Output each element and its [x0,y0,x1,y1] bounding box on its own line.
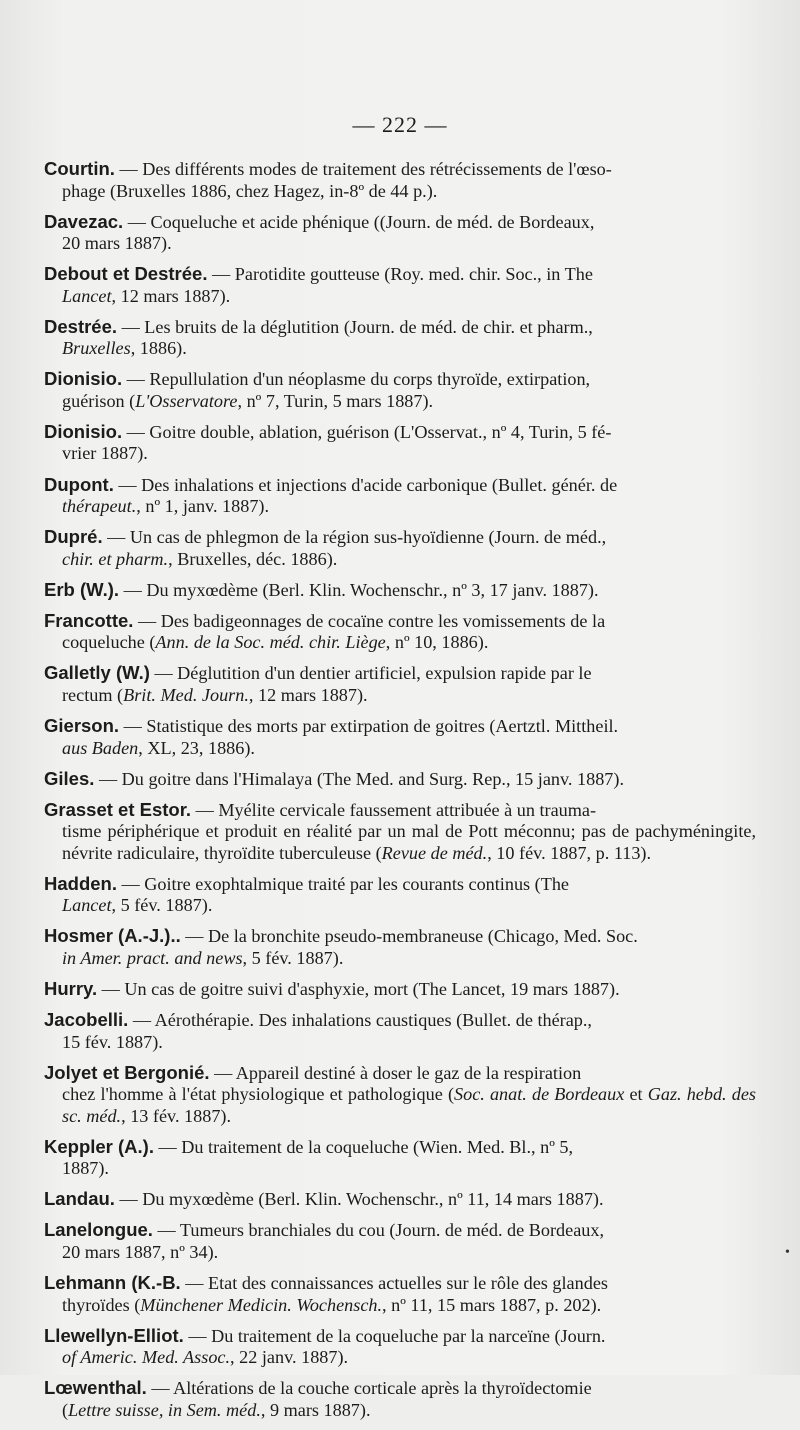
entry-author: Grasset et Estor. [44,798,192,820]
entry-title-line: Etat des connaissances actuelles sur le rôle des glandes [207,1273,608,1294]
entry-continuation [44,549,756,571]
entry-author: Dionisio. [44,368,123,390]
citation-text: , 13 fév. 1887). [121,1105,232,1126]
citation-source: Soc. anat. de Bordeaux [454,1084,625,1105]
bibliography-entry: Destrée. — Les bruits de la déglutition (Journ. de méd. de chir. et pharm., Bruxelles, 1886). [44,316,756,360]
bibliography-entry: Hadden. — Goitre exophtalmique traité par les courants continus (The Lancet, 5 fév. 1887). [44,873,756,917]
citation-text: , nº 7, Turin, 5 mars 1887). [237,390,434,411]
citation-text: guérison ( [62,390,136,411]
entry-author: Debout et Destrée. [44,263,208,285]
entry-continuation [44,233,756,255]
entry-author: Lanelongue. [44,1219,153,1241]
entry-continuation [44,948,756,970]
citation-text: coqueluche ( [62,632,156,653]
entry-title-line: Repullulation d'un néoplasme du corps thyroïde, extirpation, [149,369,591,390]
citation-source: Lancet [62,285,112,306]
entry-continuation [44,1400,756,1422]
entry-title-line: Du myxœdème (Berl. Klin. Wochenschr., nº 11, 14 mars 1887). [142,1189,604,1210]
citation-text: , 12 mars 1887). [248,684,368,705]
entry-title-line: De la bronchite pseudo-membraneuse (Chicago, Med. Soc. [208,926,638,947]
citation-text: , 22 janv. 1887). [230,1347,349,1368]
entry-author: Lehmann (K.-B. [44,1272,181,1294]
entry-title-line: Des différents modes de traitement des rétrécissements de l'œso- [142,159,612,179]
bibliography-entry: Grasset et Estor. — Myélite cervicale faussement attribuée à un trauma- tisme périphérique et produit en réalité par un mal de Pott méconnu; pas de pachyméningite, névrite radiculaire, thyroïdite tuberculeuse (Revue de méd., 10 fév. 1887, p. 113). [44,798,756,863]
citation-text: chez l'homme à l'état physiologique et pathologique ( [62,1084,455,1105]
entry-author: Hosmer (A.-J.).. [44,925,181,947]
entry-author: Giles. [44,767,95,789]
bibliography-entry: Galletly (W.) — Déglutition d'un dentier artificiel, expulsion rapide par le rectum (Brit. Med. Journ., 12 mars 1887). [44,662,756,706]
citation-text: tisme périphérique et produit en réalité par un mal de Pott méconnu; pas de pachyméningite, névrite radiculaire, thyroïdite tuberculeuse ( [62,821,756,863]
entry-author: Destrée. [44,315,118,337]
citation-source: L'Osservatore [135,390,238,411]
entry-title-line: Du traitement de la coqueluche (Wien. Med. Bl., nº 5, [181,1136,574,1157]
bibliography-entry: Giles. — Du goitre dans l'Himalaya (The Med. and Surg. Rep., 15 janv. 1887). [44,767,624,789]
entry-author: Davezac. [44,210,124,232]
entry-continuation [44,685,756,707]
entry-title-line: Les bruits de la déglutition (Journ. de méd. de chir. et pharm., [144,316,593,337]
page-number: — 222 — [352,112,448,137]
entry-author: Gierson. [44,715,120,737]
entry-author: Llewellyn-Elliot. [44,1324,184,1346]
citation-source: Gaz. hebd. des sc. méd. [62,1084,756,1126]
entry-continuation [44,391,756,413]
bibliography-entry: Lehmann (K.-B. — Etat des connaissances actuelles sur le rôle des glandes thyroïdes (Münchener Medicin. Wochensch., nº 11, 15 mars 1887, p. 202). [44,1272,756,1316]
entry-author: Jacobelli. [44,1009,129,1031]
citation-text: , nº 10, 1886). [385,632,489,653]
bibliography-entry: Keppler (A.). — Du traitement de la coqueluche (Wien. Med. Bl., nº 5, 1887). [44,1136,756,1180]
entry-title-line: Coqueluche et acide phénique ((Journ. de méd. de Bordeaux, [150,211,595,232]
citation-source: chir. et pharm. [62,548,169,569]
citation-text: 15 fév. 1887). [62,1031,163,1052]
bibliography-entry: Dionisio. — Repullulation d'un néoplasme du corps thyroïde, extirpation, guérison (L'Osservatore, nº 7, Turin, 5 mars 1887). [44,368,756,412]
entry-continuation [44,632,756,654]
entry-title-line: Tumeurs branchiales du cou (Journ. de méd. de Bordeaux, [179,1220,605,1241]
entry-continuation [44,821,756,864]
citation-source: thérapeut. [62,496,137,517]
entry-title-line: Appareil destiné à doser le gaz de la respiration [235,1062,582,1083]
bibliography-entry: Lanelongue. — Tumeurs branchiales du cou (Journ. de méd. de Bordeaux, 20 mars 1887, nº 34). [44,1219,756,1263]
citation-text: thyroïdes ( [62,1294,141,1315]
entry-continuation [44,1295,756,1317]
citation-text: , XL, 23, 1886). [138,737,255,758]
entry-author: Francotte. [44,609,134,631]
entry-title-line: Du traitement de la coqueluche par la narceïne (Journ. [211,1325,606,1346]
entry-continuation [44,738,756,760]
entry-author: Courtin. [44,158,115,179]
citation-text: , 5 fév. 1887). [111,895,213,916]
entry-continuation [44,496,756,518]
bibliography-entry: Courtin. — Des différents modes de traitement des rétrécissements de l'œso- phage (Bruxelles 1886, chez Hagez, in-8º de 44 p.). [44,158,756,202]
citation-source: of Americ. Med. Assoc. [62,1347,231,1368]
bibliography-entry: Gierson. — Statistique des morts par extirpation de goitres (Aertztl. Mittheil. aus Baden, XL, 23, 1886). [44,715,756,759]
citation-source: Münchener Medicin. Wochensch. [140,1294,383,1315]
entry-title-line: Goitre exophtalmique traité par les courants continus (The [144,873,570,894]
entry-title-line: Aérothérapie. Des inhalations caustiques (Bullet. de thérap., [154,1010,592,1031]
entry-continuation [44,286,756,308]
bibliography-entry: Dupont. — Des inhalations et injections d'acide carbonique (Bullet. génér. de thérapeut., nº 1, janv. 1887). [44,474,756,518]
entry-title-line: Du goitre dans l'Himalaya (The Med. and Surg. Rep., 15 janv. 1887). [121,768,624,789]
bibliography-entry: Francotte. — Des badigeonnages de cocaïne contre les vomissements de la coqueluche (Ann. de la Soc. méd. chir. Liège, nº 10, 1886). [44,610,756,654]
citation-text: , 9 mars 1887). [260,1399,371,1420]
bibliography-entry: Hurry. — Un cas de goitre suivi d'asphyxie, mort (The Lancet, 19 mars 1887). [44,978,620,999]
entry-title-line: Des badigeonnages de cocaïne contre les vomissements de la [160,610,606,631]
entry-title-line: Statistique des morts par extirpation de goitres (Aertztl. Mittheil. [146,716,619,737]
entry-author: Erb (W.). [44,578,120,600]
entry-title-line: Un cas de goitre suivi d'asphyxie, mort (The Lancet, 19 mars 1887). [124,979,620,999]
entry-author: Lœwenthal. [44,1377,147,1399]
citation-text: , 1886). [130,338,187,359]
entry-author: Dupré. [44,526,103,548]
citation-text: ( [62,1399,69,1420]
citation-text: , 12 mars 1887). [111,285,231,306]
entry-continuation [44,1242,756,1264]
entry-continuation [44,1084,756,1127]
citation-text: 20 mars 1887, nº 34). [62,1241,219,1262]
citation-text: 20 mars 1887). [62,233,172,254]
entry-title-line: Altérations de la couche corticale après la thyroïdectomie [173,1378,592,1399]
entry-title-line: Parotidite goutteuse (Roy. med. chir. Soc., in The [234,264,593,285]
citation-text: , nº 11, 15 mars 1887, p. 202). [382,1294,602,1315]
entry-author: Dupont. [44,473,114,495]
citation-text: , 10 fév. 1887, p. 113). [487,842,652,863]
entry-author: Dionisio. [44,420,123,442]
citation-text: 1887). [62,1158,109,1179]
entry-author: Galletly (W.) [44,662,150,684]
bibliography-entry: Debout et Destrée. — Parotidite goutteuse (Roy. med. chir. Soc., in The Lancet, 12 mars 1887). [44,263,756,307]
entry-continuation [44,1347,756,1369]
bibliography-entry: Erb (W.). — Du myxœdème (Berl. Klin. Wochenschr., nº 3, 17 janv. 1887). [44,578,599,600]
bibliography-entry: Dionisio. — Goitre double, ablation, guérison (L'Osservat., nº 4, Turin, 5 fé- vrier 1887). [44,421,756,465]
citation-text: rectum ( [62,684,124,705]
citation-source: Bruxelles [62,338,131,359]
margin-mark: • [785,1245,790,1260]
citation-text: et [624,1084,648,1105]
bibliography-entry: Landau. — Du myxœdème (Berl. Klin. Wochenschr., nº 11, 14 mars 1887). [44,1188,604,1210]
entry-title-line: Des inhalations et injections d'acide carbonique (Bullet. génér. de [141,474,618,495]
entry-title-line: Goitre double, ablation, guérison (L'Osservat., nº 4, Turin, 5 fé- [149,421,612,442]
bibliography-entry: Hosmer (A.-J.).. — De la bronchite pseudo-membraneuse (Chicago, Med. Soc. in Amer. pract. and news, 5 fév. 1887). [44,925,756,969]
citation-source: Lettre suisse, in Sem. méd. [68,1399,261,1420]
entry-author: Landau. [44,1188,115,1210]
entry-continuation [44,1158,756,1180]
citation-source: in Amer. pract. and news [62,947,243,968]
entry-author: Keppler (A.). [44,1135,154,1157]
citation-source: Ann. de la Soc. méd. chir. Liège [155,632,386,653]
citation-text: , nº 1, janv. 1887). [136,496,270,517]
entry-author: Hurry. [44,978,98,999]
bibliography-list [44,158,756,1430]
bibliography-entry: Lœwenthal. — Altérations de la couche corticale après la thyroïdectomie (Lettre suisse, in Sem. méd., 9 mars 1887). [44,1377,756,1421]
bibliography-entry: Llewellyn-Elliot. — Du traitement de la coqueluche par la narceïne (Journ. of Americ. Med. Assoc., 22 janv. 1887). [44,1325,756,1369]
entry-author: Jolyet et Bergonié. [44,1061,210,1083]
citation-text: phage (Bruxelles 1886, chez Hagez, in-8º de 44 p.). [62,180,438,201]
bibliography-entry: Jolyet et Bergonié. — Appareil destiné à doser le gaz de la respiration chez l'homme à l'état physiologique et pathologique (Soc. anat. de Bordeaux et Gaz. hebd. des sc. méd., 13 fév. 1887). [44,1061,756,1126]
citation-source: Lancet [62,895,112,916]
bibliography-entry: Jacobelli. — Aérothérapie. Des inhalations caustiques (Bullet. de thérap., 15 fév. 1887). [44,1009,756,1053]
entry-title-line: Un cas de phlegmon de la région sus-hyoïdienne (Journ. de méd., [129,527,607,548]
citation-text: , 5 fév. 1887). [242,947,344,968]
entry-title-line: Du myxœdème (Berl. Klin. Wochenschr., nº 3, 17 janv. 1887). [146,579,599,600]
citation-text: vrier 1887). [62,443,148,464]
entry-continuation [44,181,756,203]
bibliography-entry: Davezac. — Coqueluche et acide phénique ((Journ. de méd. de Bordeaux, 20 mars 1887). [44,211,756,255]
entry-title-line: Myélite cervicale faussement attribuée à un trauma- [218,799,597,820]
citation-source: Brit. Med. Journ. [123,684,249,705]
entry-continuation [44,443,756,465]
citation-source: Revue de méd. [381,842,488,863]
entry-title-line: Déglutition d'un dentier artificiel, expulsion rapide par le [177,663,592,684]
entry-continuation [44,1032,756,1054]
citation-text: , Bruxelles, déc. 1886). [168,548,338,569]
entry-author: Hadden. [44,872,117,894]
entry-continuation [44,338,756,360]
citation-source: aus Baden [62,737,139,758]
bibliography-entry: Dupré. — Un cas de phlegmon de la région sus-hyoïdienne (Journ. de méd., chir. et pharm., Bruxelles, déc. 1886). [44,526,756,570]
entry-continuation [44,895,756,917]
